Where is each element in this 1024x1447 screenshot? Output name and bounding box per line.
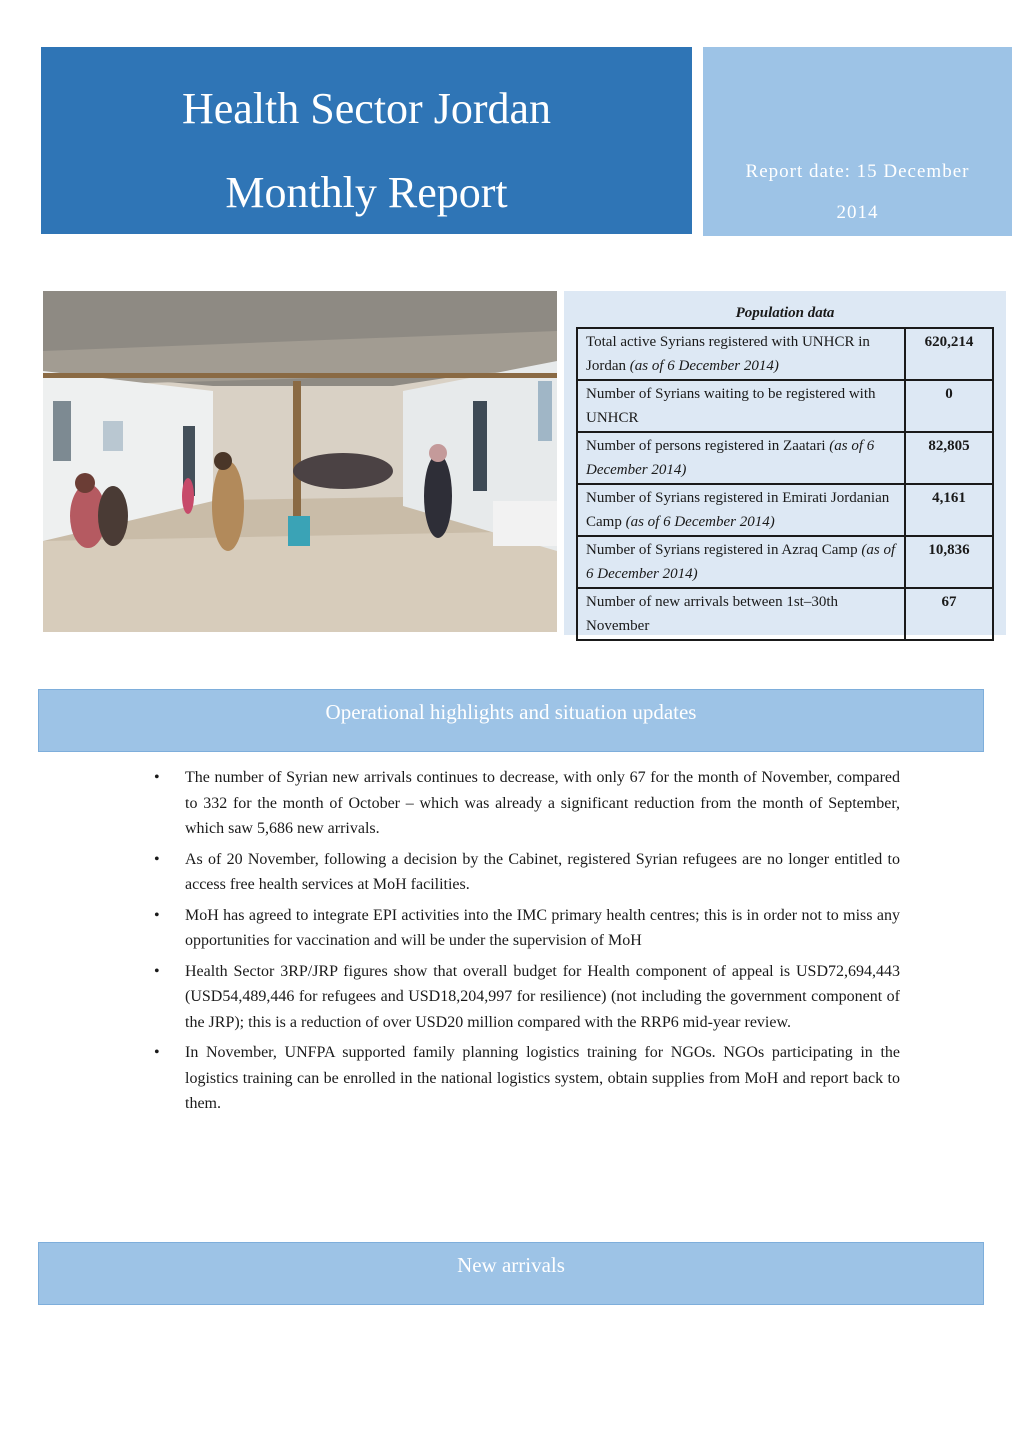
population-value: 0 xyxy=(905,380,993,432)
population-table xyxy=(576,327,994,641)
population-value: 620,214 xyxy=(905,328,993,380)
report-title-line2: Monthly Report xyxy=(225,168,508,217)
population-label: Total active Syrians registered with UNHCR in Jordan (as of 6 December 2014) xyxy=(577,328,905,380)
report-title-line1: Health Sector Jordan xyxy=(182,84,551,133)
population-data-title: Population data xyxy=(735,305,835,321)
bullet-icon: • xyxy=(154,850,160,868)
table-row xyxy=(577,536,993,588)
camp-clinic-photo xyxy=(43,291,557,632)
population-value: 82,805 xyxy=(905,432,993,484)
population-label: Number of persons registered in Zaatari (as of 6 December 2014) xyxy=(577,432,905,484)
table-row xyxy=(577,588,993,640)
population-value: 10,836 xyxy=(905,536,993,588)
table-row xyxy=(577,432,993,484)
report-date-line1: Report date: 15 December xyxy=(745,161,970,182)
report-title-banner xyxy=(41,47,692,234)
population-data-panel xyxy=(564,291,1006,635)
bullet-icon: • xyxy=(154,962,160,980)
list-item: • The number of Syrian new arrivals continues to decrease, with only 67 for the month of November, compared to 332 for the month of October – which was already a significant reduction from the month of September, which saw 5,686 new arrivals. xyxy=(152,765,900,842)
period-covered: Period covered: November 1st–30th 2014 xyxy=(757,240,958,254)
table-row xyxy=(577,380,993,432)
report-date-line2: 2014 xyxy=(836,202,879,223)
population-label: Number of Syrians waiting to be registered with UNHCR xyxy=(577,380,905,432)
population-value: 4,161 xyxy=(905,484,993,536)
highlights-section-header: Operational highlights and situation updates xyxy=(38,689,984,752)
list-item: • In November, UNFPA supported family planning logistics training for NGOs. NGOs participating in the logistics training can be enrolled in the national logistics system, obtain supplies from MoH and report back to them. xyxy=(152,1040,900,1117)
population-label: Number of Syrians registered in Azraq Camp (as of 6 December 2014) xyxy=(577,536,905,588)
population-value: 67 xyxy=(905,588,993,640)
bullet-icon: • xyxy=(154,769,160,786)
report-date-box xyxy=(703,47,1012,254)
list-item: • Health Sector 3RP/JRP figures show that overall budget for Health component of appeal is USD72,694,443 (USD54,489,446 for refugees and USD18,204,997 for resilience) (not including the government component of the JRP); this is a reduction of over USD20 million compared with the RRP6 mid-year review. xyxy=(152,959,900,1036)
highlights-list xyxy=(152,765,900,1122)
bullet-icon: • xyxy=(154,906,160,924)
new-arrivals-section-header: New arrivals xyxy=(38,1242,984,1305)
table-row xyxy=(577,328,993,380)
table-row xyxy=(577,484,993,536)
population-label: Number of Syrians registered in Emirati Jordanian Camp (as of 6 December 2014) xyxy=(577,484,905,536)
bullet-icon: • xyxy=(154,1044,160,1061)
list-item: • As of 20 November, following a decision by the Cabinet, registered Syrian refugees are no longer entitled to access free health services at MoH facilities. xyxy=(152,847,900,898)
population-label: Number of new arrivals between 1st–30th November xyxy=(577,588,905,640)
list-item: • MoH has agreed to integrate EPI activities into the IMC primary health centres; this is in order not to miss any opportunities for vaccination and will be under the supervision of MoH xyxy=(152,903,900,954)
